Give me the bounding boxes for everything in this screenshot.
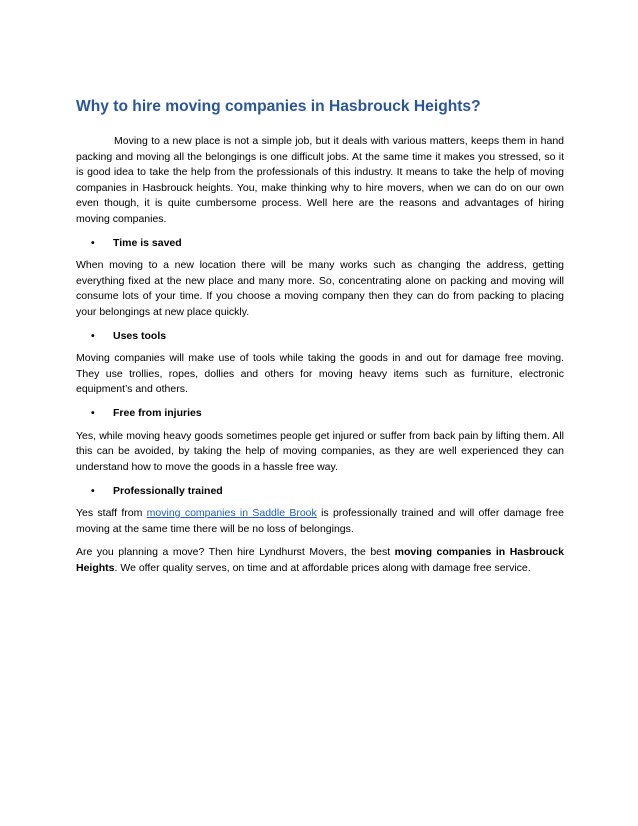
bullet-dot-icon: • [91, 407, 95, 419]
section-paragraph-professionally-trained [76, 506, 564, 537]
document-page [76, 98, 564, 584]
closing-paragraph [76, 545, 564, 576]
section-paragraph-uses-tools: Moving companies will make use of tools while taking the goods in and out for damage free moving. They use trollies, ropes, dollies and others for moving heavy items such as furniture, electronic equipment’s and others. [76, 352, 564, 395]
bullet-heading-uses-tools [76, 328, 564, 343]
bullet-heading-free-from-injuries [76, 406, 564, 421]
document-title: Why to hire moving companies in Hasbrouck Heights? [76, 98, 481, 115]
bullet-heading-label: Free from injuries [113, 407, 202, 419]
bullet-dot-icon: • [91, 329, 95, 342]
bullet-dot-icon: • [91, 484, 95, 497]
paragraph-text: is professionally trained and will offer damage free moving at the same time there will be no loss of belongings. [76, 507, 564, 535]
paragraph-text: Are you planning a move? Then hire Lyndhurst Movers, the best [76, 546, 395, 558]
bullet-heading-professionally-trained [76, 483, 564, 498]
intro-paragraph: Moving to a new place is not a simple job, but it deals with various matters, keeps them in hand packing and moving all the belongings is one difficult jobs. At the same time it makes you stressed, so it is good idea to take the help from the professionals of this industry. It means to take the help of moving companies in Hasbrouck heights. You, make thinking why to hire movers, when we can do on our own even though, it is quite cumbersome process. Well here are the reasons and advantages of hiring moving companies. [76, 135, 564, 225]
bullet-heading-label: Time is saved [113, 236, 182, 249]
section-paragraph-time-saved: When moving to a new location there will be many works such as changing the address, getting everything fixed at the new place and many more. So, concentrating alone on packing and moving will consume lots of your time. If you choose a moving company then they can do from packing to placing your belongings at new place quickly. [76, 259, 564, 318]
bullet-heading-label: Uses tools [113, 329, 167, 342]
saddle-brook-link[interactable]: moving companies in Saddle Brook [146, 507, 317, 519]
section-paragraph-free-from-injuries: Yes, while moving heavy goods sometimes people get injured or suffer from back pain by lifting them. All this can be avoided, by taking the help of moving companies, as they are well experienced they can understand how to move the goods in a hassle free way. [76, 429, 564, 473]
bold-keyword: moving companies in Hasbrouck Heights [76, 546, 564, 574]
bullet-heading-time-saved [76, 235, 564, 250]
bullet-heading-label: Professionally trained [113, 484, 223, 497]
bullet-dot-icon: • [91, 236, 95, 249]
paragraph-text: . We offer quality serves, on time and at affordable prices along with damage free service. [114, 561, 531, 574]
paragraph-text: Yes staff from [76, 507, 147, 519]
